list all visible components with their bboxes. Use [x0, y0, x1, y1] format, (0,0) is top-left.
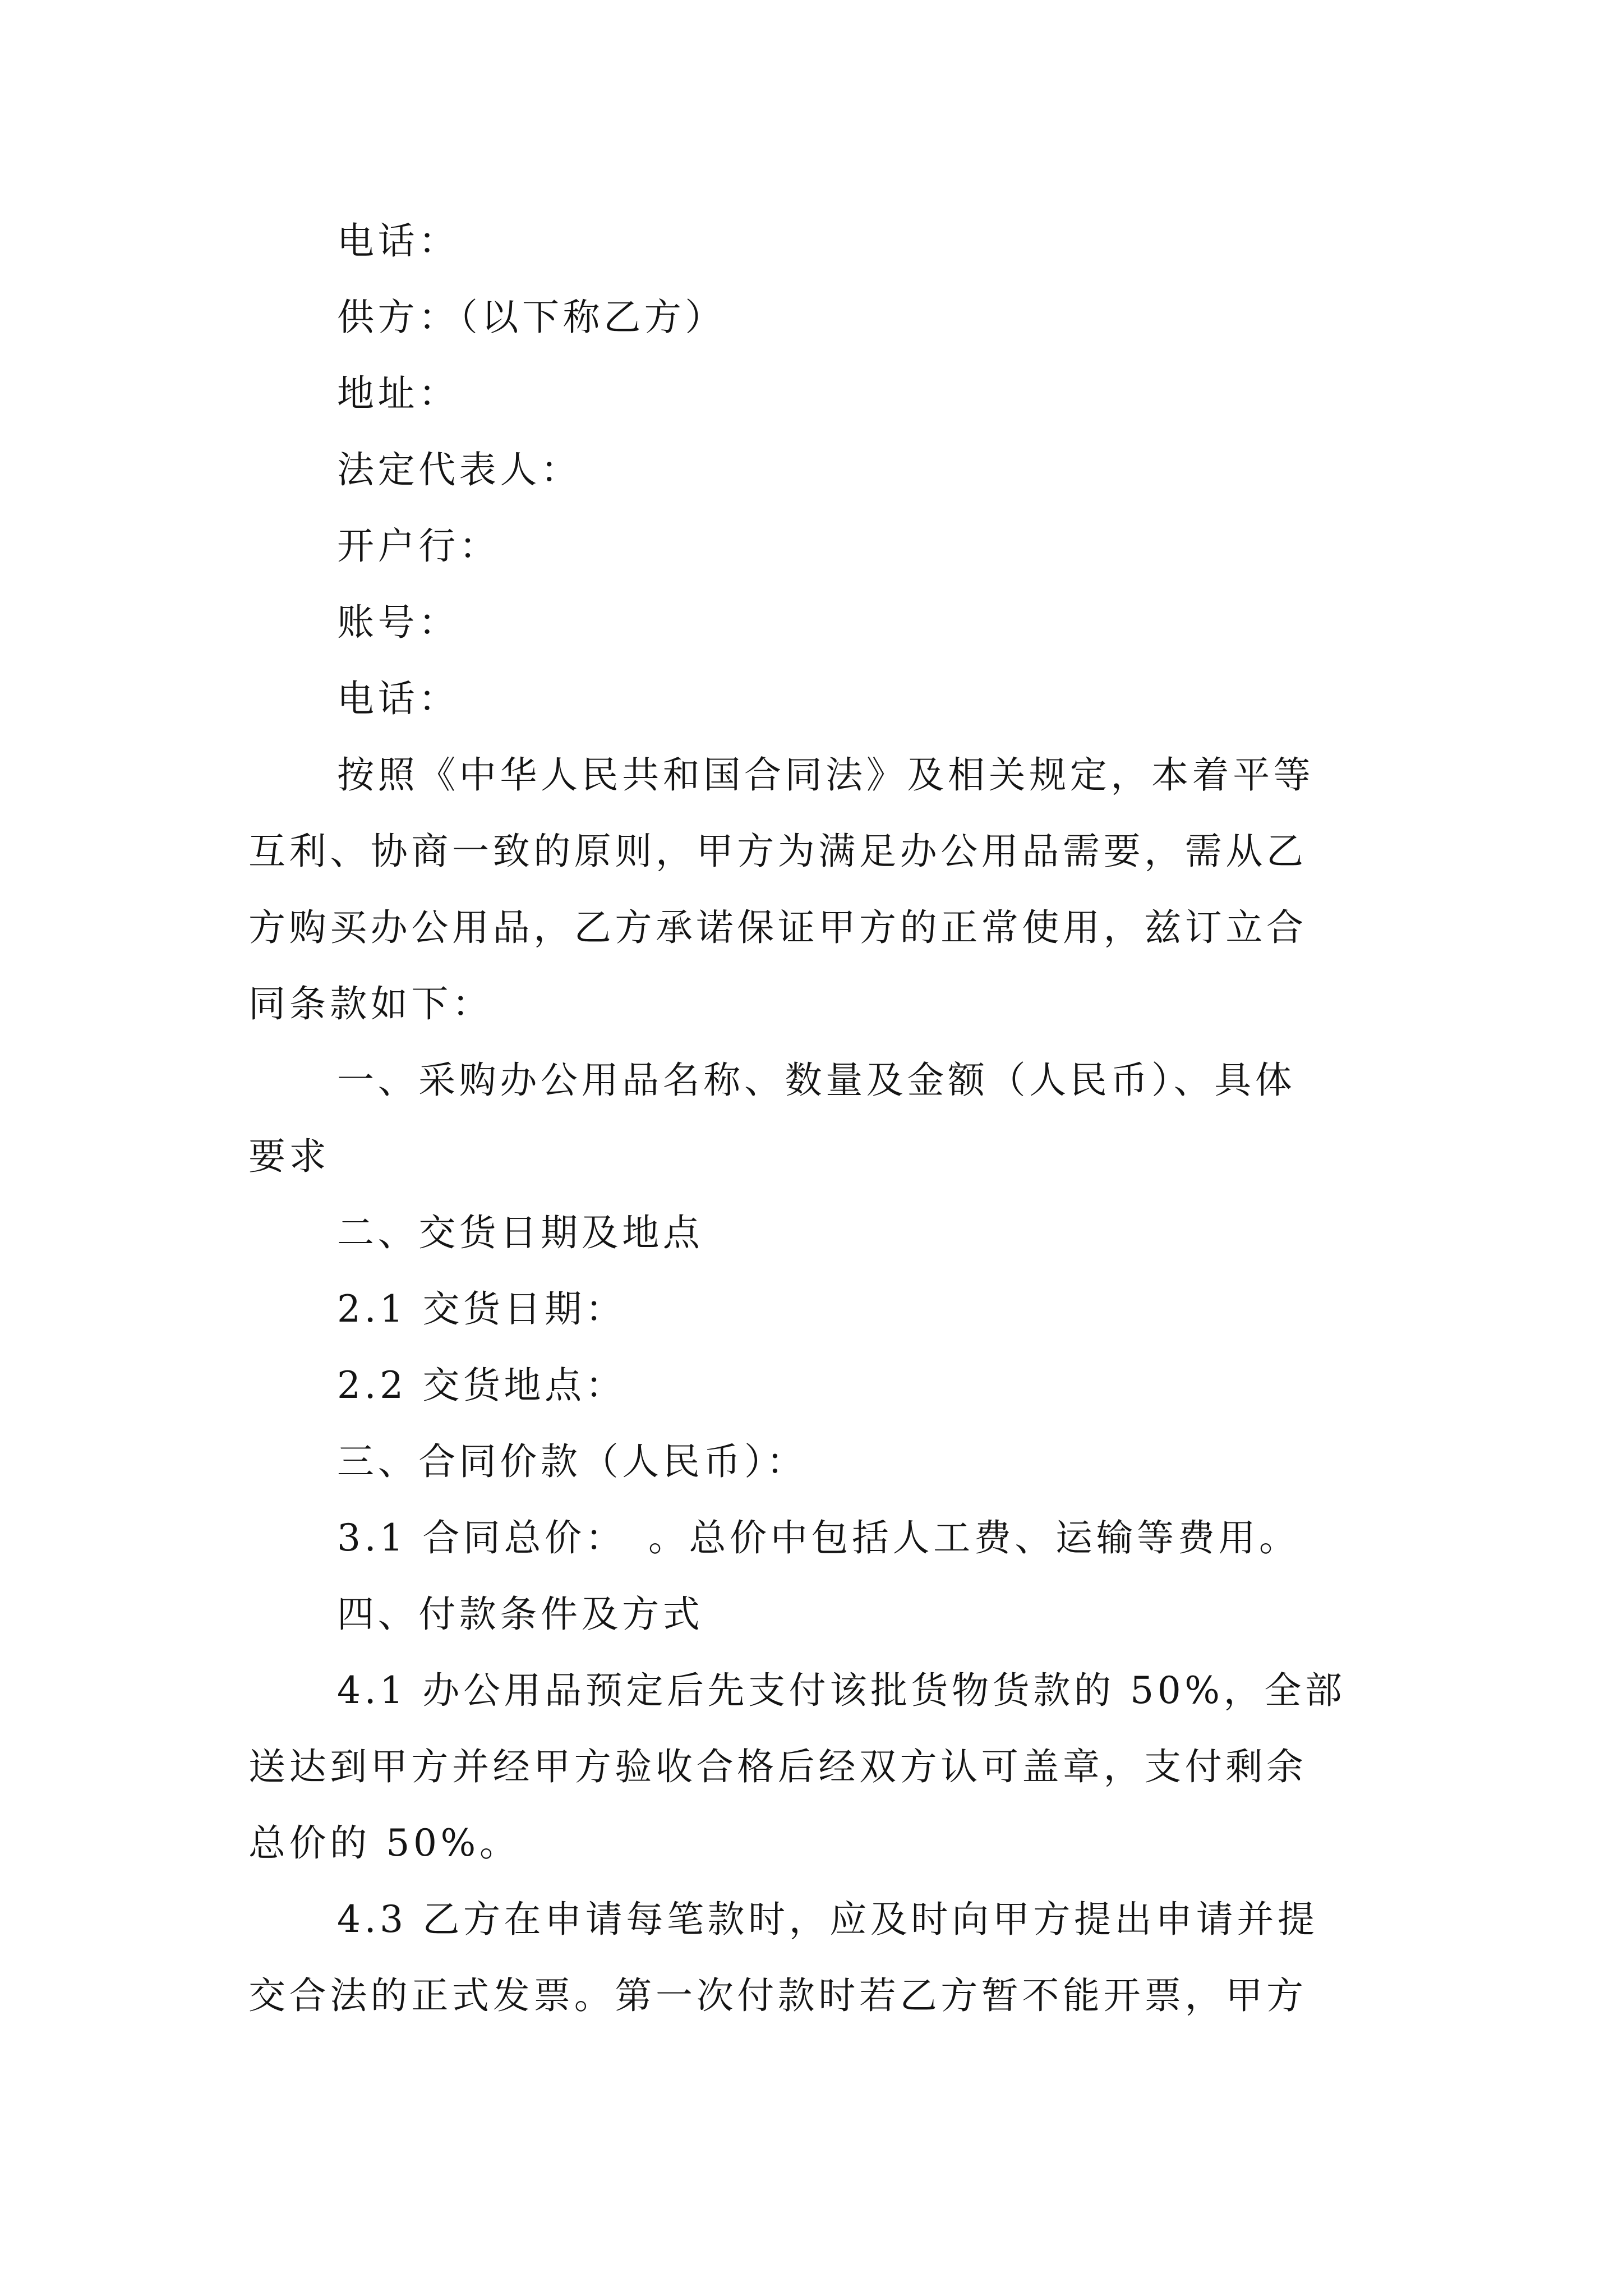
supplier-bank-label: 开户行： [337, 524, 500, 568]
preamble-line-1: 按照《中华人民共和国合同法》及相关规定，本着平等 [337, 753, 1315, 797]
section-2-heading: 二、交货日期及地点 [337, 1211, 704, 1254]
buyer-phone-label: 电话： [337, 219, 459, 263]
clause-3-1: 3.1 合同总价： 。总价中包括人工费、运输等费用。 [337, 1516, 1300, 1559]
preamble-line-4: 同条款如下： [248, 982, 493, 1025]
clause-2-2: 2.2 交货地点： [337, 1364, 626, 1407]
clause-4-1-line-1: 4.1 办公用品预定后先支付该批货物货款的 50%，全部 [337, 1669, 1346, 1712]
supplier-account-label: 账号： [337, 601, 459, 644]
preamble-line-2: 互利、协商一致的原则，甲方为满足办公用品需要，需从乙 [248, 830, 1307, 873]
section-4-heading: 四、付款条件及方式 [337, 1593, 704, 1636]
clause-4-1-line-2: 送达到甲方并经甲方验收合格后经双方认可盖章，支付剩余 [248, 1745, 1307, 1788]
supplier-heading: 供方：（以下称乙方） [337, 296, 726, 339]
supplier-phone-label: 电话： [337, 677, 459, 720]
clause-4-3-line-2: 交合法的正式发票。第一次付款时若乙方暂不能开票，甲方 [248, 1974, 1307, 2017]
clause-2-1: 2.1 交货日期： [337, 1287, 626, 1331]
section-1-heading: 一、采购办公用品名称、数量及金额（人民币）、具体 [337, 1059, 1296, 1102]
section-1-heading-cont: 要求 [248, 1135, 330, 1178]
clause-4-1-line-3: 总价的 50%。 [248, 1821, 520, 1865]
supplier-legal-rep-label: 法定代表人： [337, 448, 582, 491]
supplier-address-label: 地址： [337, 372, 459, 415]
clause-4-3-line-1: 4.3 乙方在申请每笔款时，应及时向甲方提出申请并提 [337, 1898, 1318, 1941]
preamble-line-3: 方购买办公用品，乙方承诺保证甲方的正常使用，兹订立合 [248, 906, 1307, 949]
section-3-heading: 三、合同价款（人民币）： [337, 1440, 808, 1483]
